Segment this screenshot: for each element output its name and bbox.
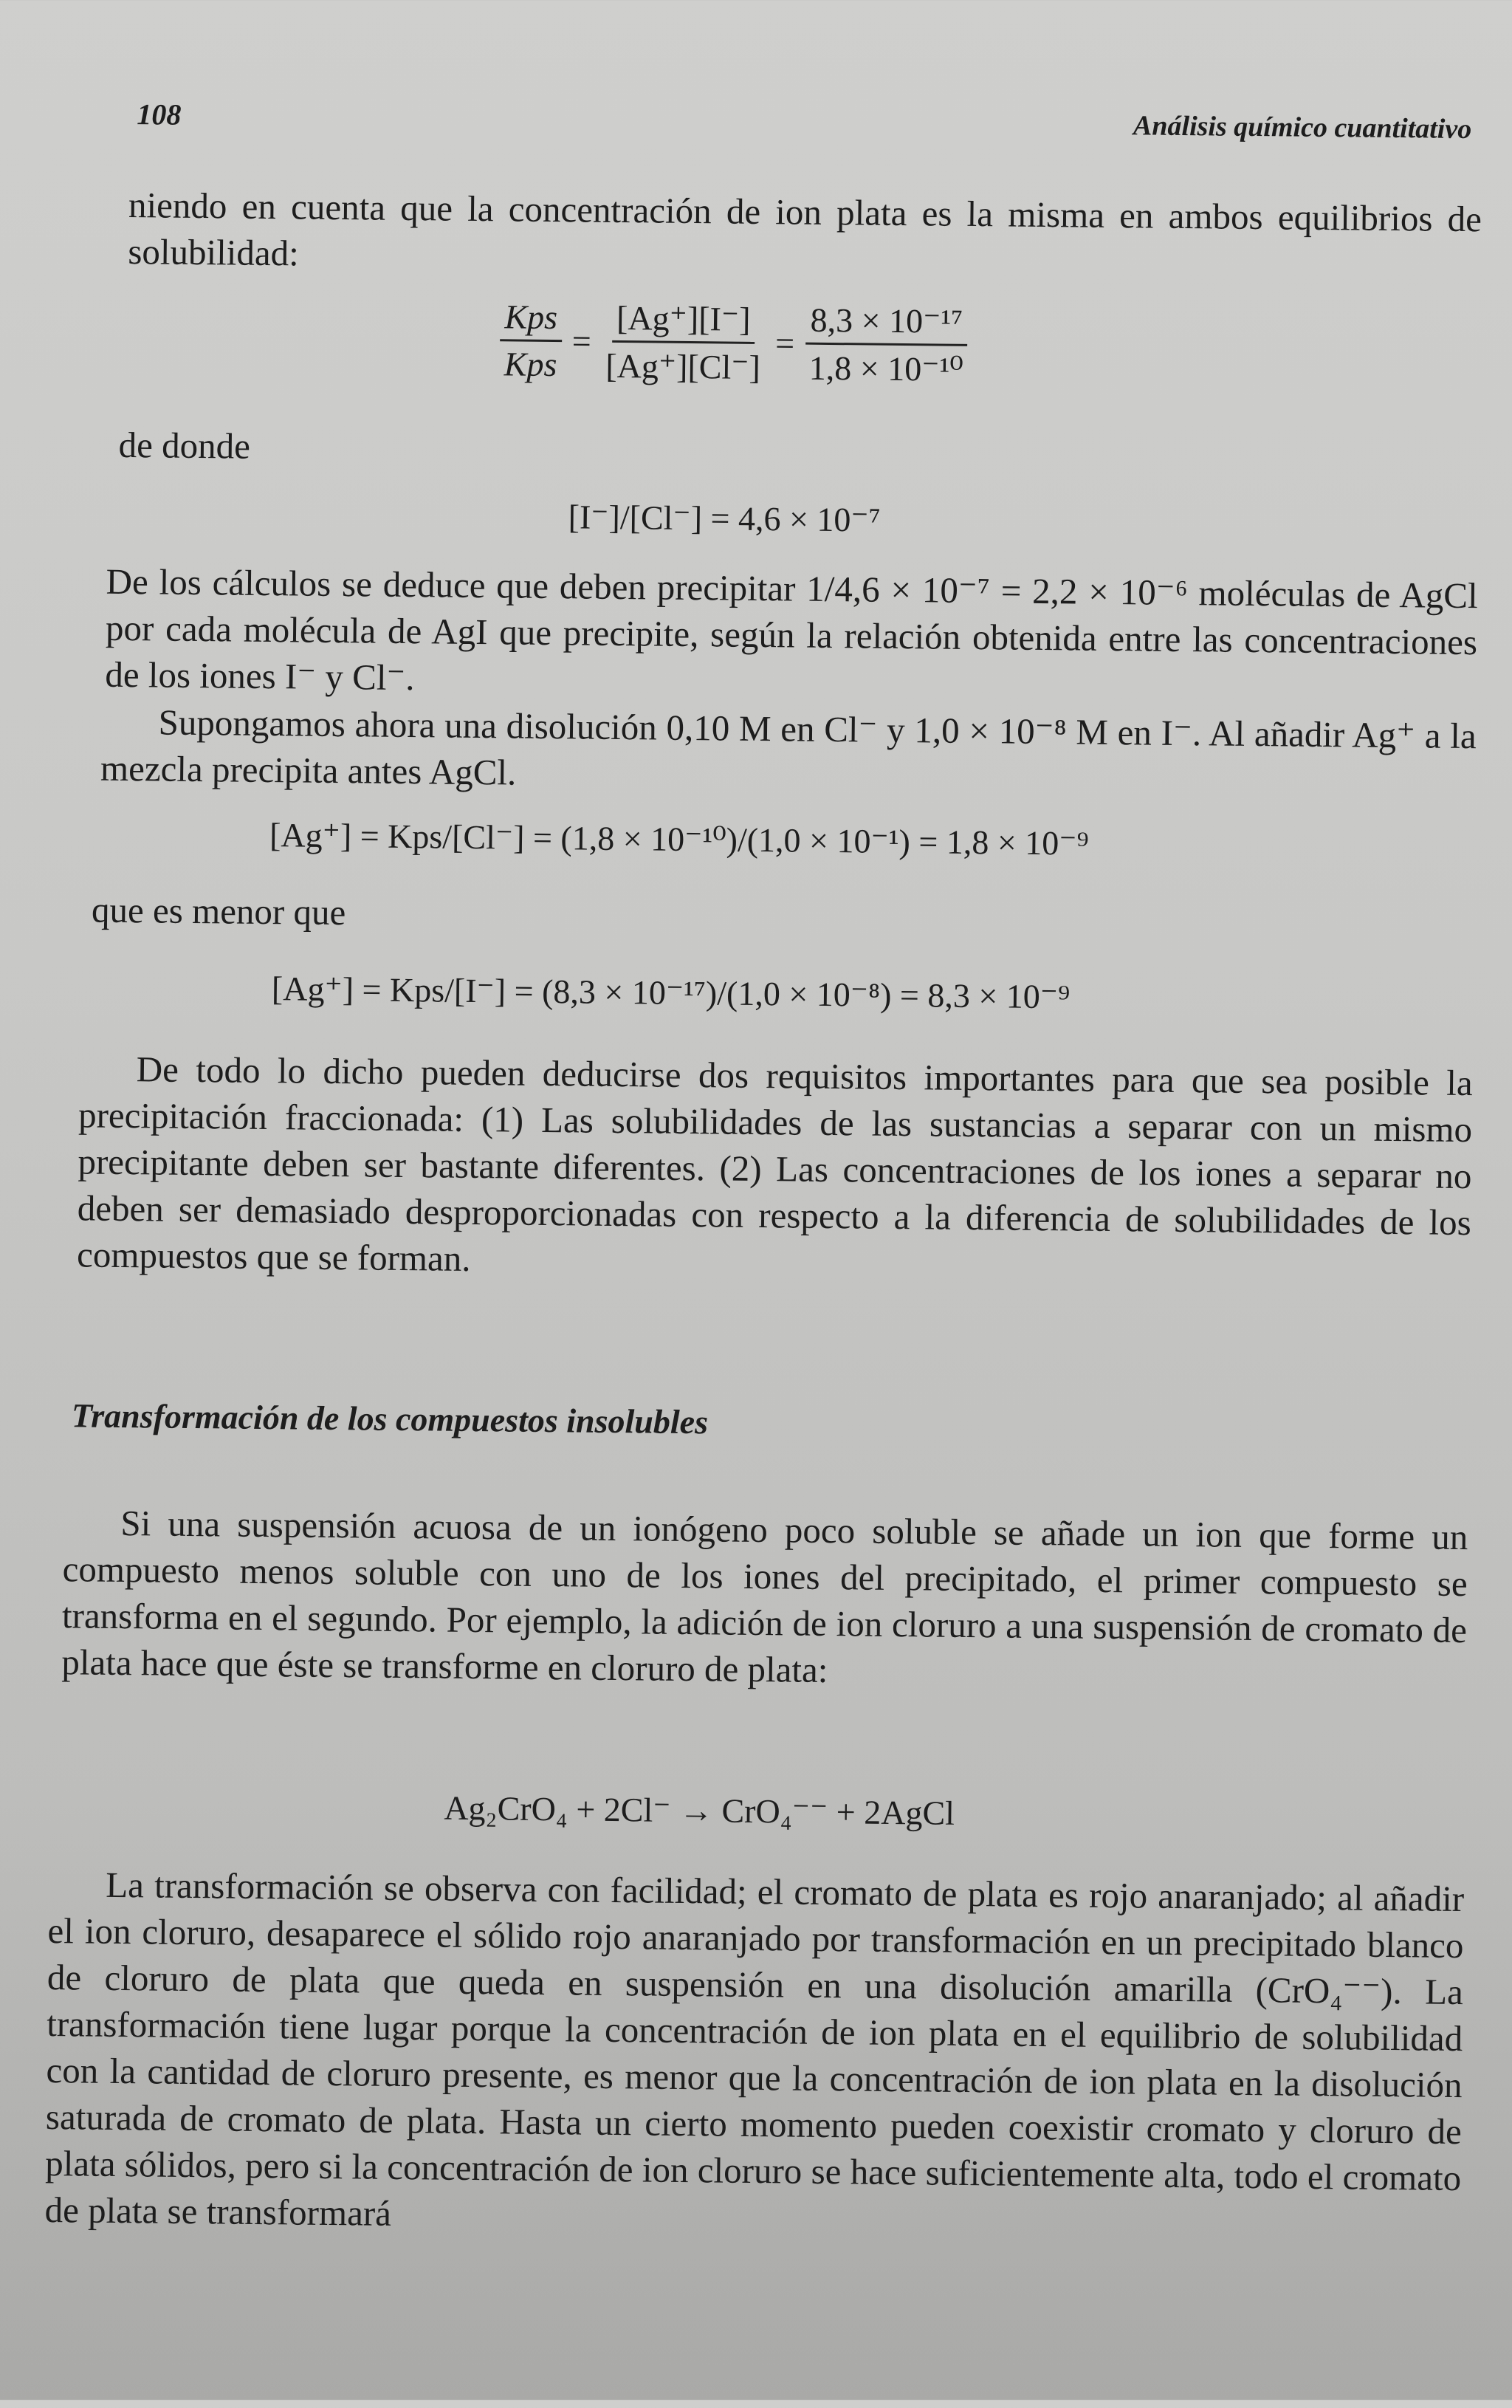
- fraction-kps: [500, 297, 563, 384]
- equals-sign: =: [571, 322, 591, 360]
- equation-chromate-reaction: Ag₂CrO₄ + 2Cl⁻ → CrO₄⁻⁻ + 2AgCl: [444, 1788, 955, 1832]
- running-header: [137, 97, 1472, 155]
- equals-sign: =: [774, 324, 795, 363]
- fraction-values-numerator: 8,3 × 10⁻¹⁷: [805, 300, 967, 346]
- fraction-kps-denominator: Kps: [504, 345, 557, 384]
- fraction-kps-numerator: Kps: [500, 297, 562, 342]
- equation-ag-chloride: [Ag⁺] = Kps/[Cl⁻] = (1,8 × 10⁻¹⁰)/(1,0 × 10⁻¹) = 1,8 × 10⁻⁹: [269, 816, 1089, 862]
- running-title: Análisis químico cuantitativo: [1133, 110, 1472, 145]
- paragraph-4: Supongamos ahora una disolución 0,10 M en Cl⁻ y 1,0 × 10⁻⁸ M en I⁻. Al añadir Ag⁺ a la mezcla precipita antes AgCl.: [100, 702, 1477, 793]
- paragraph-3: De los cálculos se deduce que deben precipitar 1/4,6 × 10⁻⁷ = 2,2 × 10⁻⁶ moléculas de AgCl por cada molécula de AgI que precipite, según la relación obtenida entre las concentraciones de los iones I⁻ y Cl⁻.: [105, 560, 1478, 699]
- section-heading: Transformación de los compuestos insolubles: [71, 1396, 709, 1441]
- equation-ksp-ratio: [500, 296, 969, 389]
- paragraph-transformacion: Si una suspensión acuosa de un ionógeno poco soluble se añade un ion que forme un compuesto menos soluble con uno de los iones del precipitado, el primer compuesto se transforma en el segundo. Por ejemplo, la adición de ion cloruro a una suspensión de cromato de plata hace que éste se transforme en cloruro de plata:: [61, 1503, 1468, 1691]
- fraction-concentrations: [601, 298, 766, 387]
- equation-ratio-iodide-chloride: [I⁻]/[Cl⁻] = 4,6 × 10⁻⁷: [568, 498, 882, 539]
- fraction-values: [805, 300, 969, 389]
- fraction-concentrations-numerator: [Ag⁺][I⁻]: [612, 298, 755, 344]
- paragraph-1: niendo en cuenta que la concentración de ion plata es la misma en ambos equilibrios de solubilidad:: [128, 185, 1482, 274]
- fraction-concentrations-denominator: [Ag⁺][Cl⁻]: [605, 346, 761, 386]
- paragraph-observacion: La transformación se observa con facilidad; el cromato de plata es rojo anaranjado; al añadir el ion cloruro, desaparece el sólido rojo anaranjado por transformación en un precipitado blanco de cloruro de plata que queda en suspensión en una disolución amarilla (CrO₄⁻⁻). La transformación tiene lugar porque la concentración de ion plata en el equilibrio de solubilidad con la cantidad de cloruro presente, es menor que la concentración de ion plata en la disolución saturada de cromato de plata. Hasta un cierto momento pueden coexistir cromato y cloruro de plata sólidos, pero si la concentración de ion cloruro se hace suficientemente alta, todo el cromato de plata se transformará: [44, 1864, 1465, 2234]
- paragraph-requisitos: De todo lo dicho pueden deducirse dos requisitos importantes para que sea posible la precipitación fraccionada: (1) Las solubilidades de las sustancias a separar con un mismo precipitante deben ser bastante diferentes. (2) Las concentraciones de los iones a separar no deben ser demasiado desproporcionadas con respecto a la diferencia de solubilidades de los compuestos que se forman.: [76, 1049, 1473, 1279]
- fraction-values-denominator: 1,8 × 10⁻¹⁰: [808, 349, 964, 388]
- page-number: 108: [137, 97, 182, 131]
- paragraph-de-donde: de donde: [118, 424, 251, 467]
- equation-ag-iodide: [Ag⁺] = Kps/[I⁻] = (8,3 × 10⁻¹⁷)/(1,0 × 10⁻⁸) = 8,3 × 10⁻⁹: [271, 970, 1071, 1016]
- paragraph-menor-que: que es menor que: [91, 889, 346, 933]
